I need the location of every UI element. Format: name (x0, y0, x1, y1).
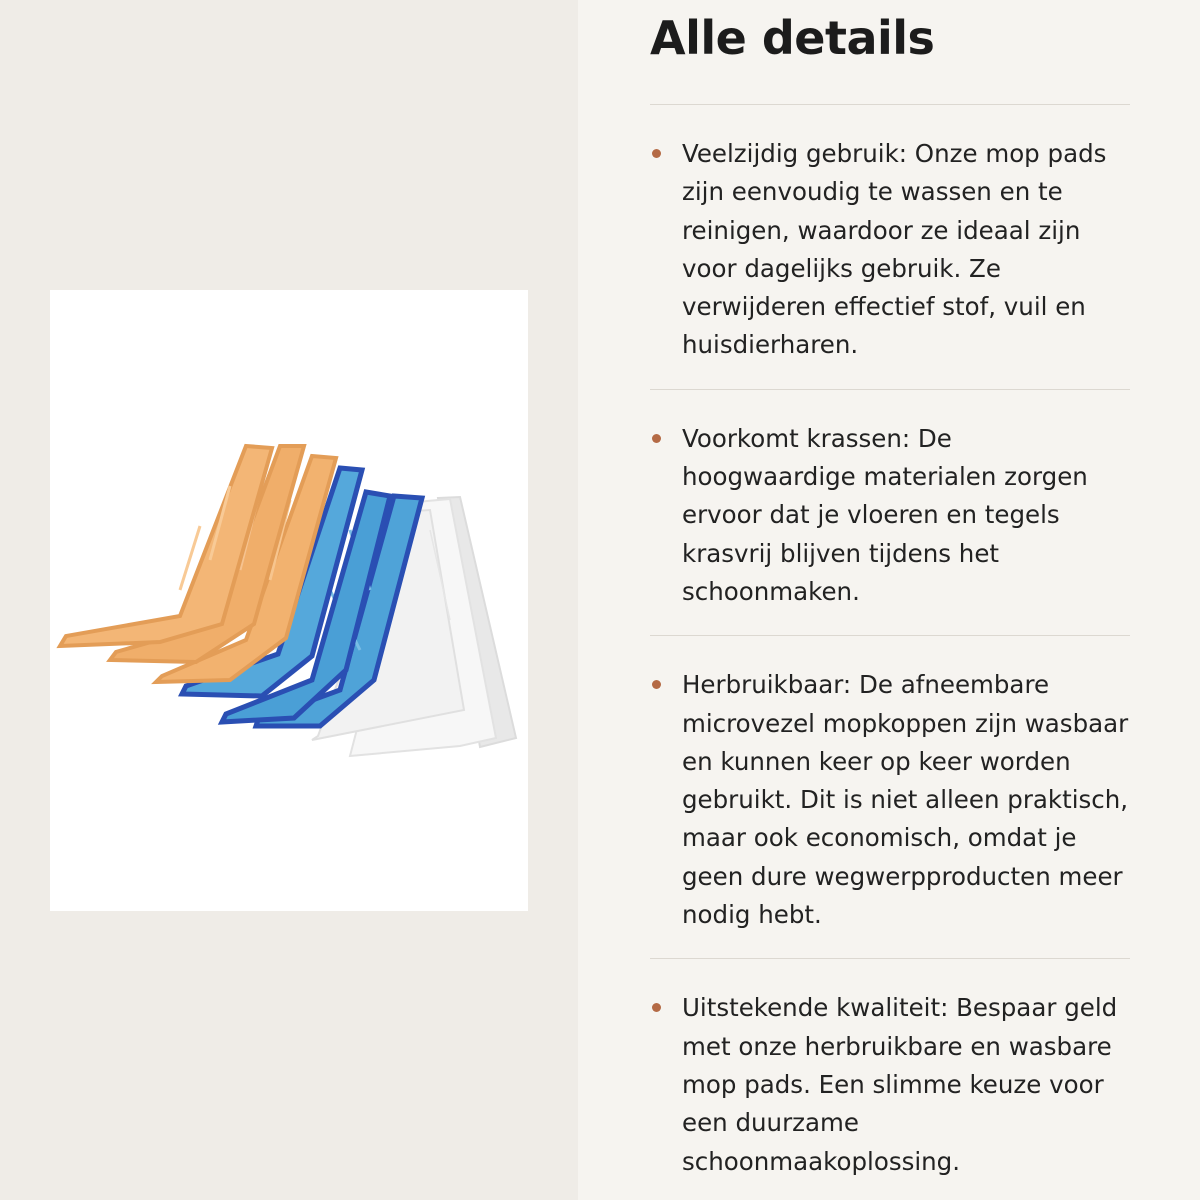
bullet-icon (652, 434, 661, 443)
bullet-icon (652, 149, 661, 158)
product-media-panel (0, 0, 578, 1200)
detail-text: Uitstekende kwaliteit: Bespaar geld met onze herbruikbare en wasbare mop pads. Een slimme keuze voor een duurzame schoonmaakoplossing. (682, 993, 1118, 1176)
details-heading: Alle details (650, 11, 935, 65)
product-image[interactable] (50, 290, 528, 911)
detail-item-reusable (650, 635, 1130, 958)
detail-text: Voorkomt krassen: De hoogwaardige materialen zorgen ervoor dat je vloeren en tegels krasvrij blijven tijdens het schoonmaken. (682, 423, 1088, 606)
detail-item-quality (650, 958, 1130, 1200)
detail-text: Herbruikbaar: De afneembare microvezel mopkoppen zijn wasbaar en kunnen keer op keer worden gebruikt. Dit is niet alleen praktisch, maar ook economisch, omdat je geen dure wegwerpproducten meer nodig hebt. (682, 670, 1129, 930)
bullet-icon (652, 1003, 661, 1012)
mop-pads-illustration (50, 290, 528, 911)
details-list (650, 104, 1130, 1200)
details-panel (578, 0, 1200, 1200)
detail-text: Veelzijdig gebruik: Onze mop pads zijn eenvoudig te wassen en te reinigen, waardoor ze ideaal zijn voor dagelijks gebruik. Ze verwijderen effectief stof, vuil en huisdierharen. (682, 139, 1107, 360)
detail-item-scratch-prevention (650, 389, 1130, 635)
bullet-icon (652, 680, 661, 689)
detail-item-versatile-use (650, 104, 1130, 389)
